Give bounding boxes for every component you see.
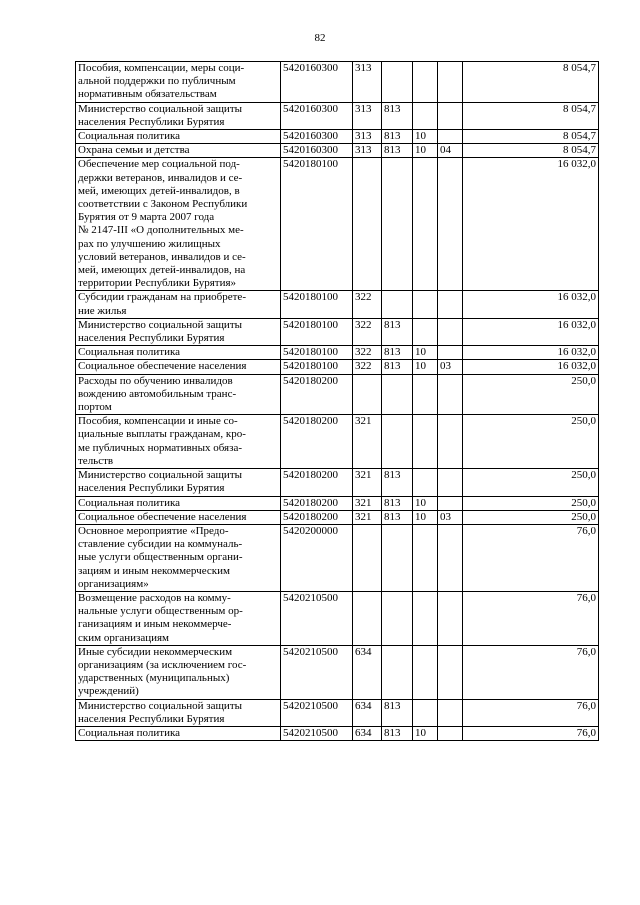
- expense-type-cell: [353, 374, 382, 415]
- ministry-code-cell: [382, 62, 413, 103]
- section-code-cell: [413, 158, 438, 291]
- expense-type-cell: 634: [353, 645, 382, 699]
- section-code-cell: [413, 591, 438, 645]
- target-code-cell: 5420210500: [281, 699, 353, 726]
- table-row: [76, 102, 599, 129]
- table-row: [76, 699, 599, 726]
- amount-cell: 16 032,0: [463, 158, 599, 291]
- table-row: [76, 291, 599, 318]
- ministry-code-cell: [382, 591, 413, 645]
- row-name-cell: Социальная политика: [76, 726, 281, 740]
- amount-cell: 76,0: [463, 524, 599, 591]
- section-code-cell: [413, 699, 438, 726]
- section-code-cell: 10: [413, 360, 438, 374]
- target-code-cell: 5420180200: [281, 374, 353, 415]
- expense-type-cell: 321: [353, 469, 382, 496]
- subsection-code-cell: 03: [438, 360, 463, 374]
- target-code-cell: 5420180100: [281, 346, 353, 360]
- table-row: [76, 591, 599, 645]
- section-code-cell: [413, 318, 438, 345]
- amount-cell: 250,0: [463, 415, 599, 469]
- subsection-code-cell: [438, 469, 463, 496]
- target-code-cell: 5420160300: [281, 62, 353, 103]
- expense-type-cell: [353, 158, 382, 291]
- subsection-code-cell: [438, 62, 463, 103]
- ministry-code-cell: 813: [382, 726, 413, 740]
- target-code-cell: 5420160300: [281, 130, 353, 144]
- subsection-code-cell: [438, 726, 463, 740]
- row-name-cell: Социальная политика: [76, 346, 281, 360]
- ministry-code-cell: [382, 524, 413, 591]
- ministry-code-cell: [382, 291, 413, 318]
- budget-table: [75, 61, 599, 741]
- section-code-cell: [413, 524, 438, 591]
- row-name-cell: Иные субсидии некоммерческим организациям (за исключением гос- ударственных (муниципальных) учреждений): [76, 645, 281, 699]
- ministry-code-cell: 813: [382, 102, 413, 129]
- table-row: [76, 415, 599, 469]
- amount-cell: 16 032,0: [463, 360, 599, 374]
- expense-type-cell: 313: [353, 102, 382, 129]
- amount-cell: 76,0: [463, 726, 599, 740]
- ministry-code-cell: 813: [382, 144, 413, 158]
- row-name-cell: Министерство социальной защиты населения Республики Бурятия: [76, 102, 281, 129]
- ministry-code-cell: 813: [382, 699, 413, 726]
- target-code-cell: 5420200000: [281, 524, 353, 591]
- amount-cell: 16 032,0: [463, 291, 599, 318]
- subsection-code-cell: [438, 645, 463, 699]
- target-code-cell: 5420160300: [281, 102, 353, 129]
- budget-table-body: [76, 62, 599, 741]
- amount-cell: 250,0: [463, 496, 599, 510]
- table-row: [76, 496, 599, 510]
- row-name-cell: Обеспечение мер социальной под- держки ветеранов, инвалидов и се- мей, имеющих детей-инвалидов, в соответствии с Законом Республики Бурятия от 9 марта 2007 года № 2147-III «О дополнительных ме- рах по улучшению жилищных условий ветеранов, инвалидов и се- мей, имеющих детей-инвалидов, на территории Республики Бурятия»: [76, 158, 281, 291]
- amount-cell: 8 054,7: [463, 130, 599, 144]
- amount-cell: 250,0: [463, 469, 599, 496]
- ministry-code-cell: [382, 415, 413, 469]
- expense-type-cell: 313: [353, 62, 382, 103]
- section-code-cell: [413, 62, 438, 103]
- section-code-cell: 10: [413, 496, 438, 510]
- expense-type-cell: [353, 524, 382, 591]
- row-name-cell: Охрана семьи и детства: [76, 144, 281, 158]
- table-row: [76, 726, 599, 740]
- section-code-cell: 10: [413, 346, 438, 360]
- subsection-code-cell: [438, 346, 463, 360]
- target-code-cell: 5420210500: [281, 645, 353, 699]
- table-row: [76, 645, 599, 699]
- expense-type-cell: 313: [353, 144, 382, 158]
- section-code-cell: [413, 415, 438, 469]
- row-name-cell: Пособия, компенсации и иные со- циальные выплаты гражданам, кро- ме публичных нормативных обяза- тельств: [76, 415, 281, 469]
- amount-cell: 8 054,7: [463, 144, 599, 158]
- subsection-code-cell: [438, 415, 463, 469]
- target-code-cell: 5420180200: [281, 415, 353, 469]
- subsection-code-cell: [438, 130, 463, 144]
- ministry-code-cell: [382, 374, 413, 415]
- subsection-code-cell: [438, 291, 463, 318]
- table-row: [76, 360, 599, 374]
- target-code-cell: 5420180200: [281, 510, 353, 524]
- ministry-code-cell: 813: [382, 496, 413, 510]
- table-row: [76, 524, 599, 591]
- ministry-code-cell: 813: [382, 469, 413, 496]
- ministry-code-cell: 813: [382, 346, 413, 360]
- row-name-cell: Основное мероприятие «Предо- ставление субсидии на коммуналь- ные услуги общественным органи- зациям и иным некоммерческим организациям»: [76, 524, 281, 591]
- subsection-code-cell: [438, 496, 463, 510]
- table-row: [76, 374, 599, 415]
- subsection-code-cell: 03: [438, 510, 463, 524]
- row-name-cell: Возмещение расходов на комму- нальные услуги общественным ор- ганизациям и иным некоммерче- ским организациям: [76, 591, 281, 645]
- ministry-code-cell: 813: [382, 510, 413, 524]
- ministry-code-cell: 813: [382, 130, 413, 144]
- section-code-cell: 10: [413, 726, 438, 740]
- table-row: [76, 144, 599, 158]
- row-name-cell: Социальное обеспечение населения: [76, 510, 281, 524]
- amount-cell: 8 054,7: [463, 62, 599, 103]
- section-code-cell: [413, 374, 438, 415]
- target-code-cell: 5420180200: [281, 496, 353, 510]
- section-code-cell: 10: [413, 510, 438, 524]
- amount-cell: 16 032,0: [463, 346, 599, 360]
- amount-cell: 250,0: [463, 374, 599, 415]
- table-row: [76, 346, 599, 360]
- row-name-cell: Министерство социальной защиты населения Республики Бурятия: [76, 318, 281, 345]
- target-code-cell: 5420180100: [281, 158, 353, 291]
- subsection-code-cell: [438, 318, 463, 345]
- row-name-cell: Социальное обеспечение населения: [76, 360, 281, 374]
- section-code-cell: [413, 469, 438, 496]
- expense-type-cell: 322: [353, 346, 382, 360]
- expense-type-cell: [353, 591, 382, 645]
- table-row: [76, 158, 599, 291]
- row-name-cell: Социальная политика: [76, 496, 281, 510]
- amount-cell: 8 054,7: [463, 102, 599, 129]
- subsection-code-cell: [438, 591, 463, 645]
- ministry-code-cell: [382, 158, 413, 291]
- table-row: [76, 62, 599, 103]
- target-code-cell: 5420180200: [281, 469, 353, 496]
- ministry-code-cell: 813: [382, 360, 413, 374]
- table-row: [76, 510, 599, 524]
- section-code-cell: [413, 645, 438, 699]
- subsection-code-cell: [438, 524, 463, 591]
- amount-cell: 76,0: [463, 699, 599, 726]
- subsection-code-cell: 04: [438, 144, 463, 158]
- row-name-cell: Пособия, компенсации, меры соци- альной поддержки по публичным нормативным обязательствам: [76, 62, 281, 103]
- section-code-cell: [413, 291, 438, 318]
- row-name-cell: Субсидии гражданам на приобрете- ние жилья: [76, 291, 281, 318]
- amount-cell: 76,0: [463, 645, 599, 699]
- row-name-cell: Социальная политика: [76, 130, 281, 144]
- target-code-cell: 5420210500: [281, 591, 353, 645]
- expense-type-cell: 321: [353, 510, 382, 524]
- target-code-cell: 5420210500: [281, 726, 353, 740]
- expense-type-cell: 313: [353, 130, 382, 144]
- amount-cell: 76,0: [463, 591, 599, 645]
- subsection-code-cell: [438, 102, 463, 129]
- subsection-code-cell: [438, 374, 463, 415]
- expense-type-cell: 322: [353, 360, 382, 374]
- target-code-cell: 5420160300: [281, 144, 353, 158]
- row-name-cell: Расходы по обучению инвалидов вождению автомобильным транс- портом: [76, 374, 281, 415]
- table-row: [76, 130, 599, 144]
- section-code-cell: 10: [413, 130, 438, 144]
- target-code-cell: 5420180100: [281, 360, 353, 374]
- row-name-cell: Министерство социальной защиты населения Республики Бурятия: [76, 469, 281, 496]
- target-code-cell: 5420180100: [281, 318, 353, 345]
- subsection-code-cell: [438, 158, 463, 291]
- target-code-cell: 5420180100: [281, 291, 353, 318]
- expense-type-cell: 321: [353, 496, 382, 510]
- page-number: 82: [314, 32, 326, 44]
- expense-type-cell: 321: [353, 415, 382, 469]
- expense-type-cell: 634: [353, 726, 382, 740]
- expense-type-cell: 322: [353, 318, 382, 345]
- expense-type-cell: 634: [353, 699, 382, 726]
- table-row: [76, 469, 599, 496]
- table-row: [76, 318, 599, 345]
- section-code-cell: [413, 102, 438, 129]
- ministry-code-cell: 813: [382, 318, 413, 345]
- subsection-code-cell: [438, 699, 463, 726]
- amount-cell: 250,0: [463, 510, 599, 524]
- row-name-cell: Министерство социальной защиты населения Республики Бурятия: [76, 699, 281, 726]
- section-code-cell: 10: [413, 144, 438, 158]
- expense-type-cell: 322: [353, 291, 382, 318]
- amount-cell: 16 032,0: [463, 318, 599, 345]
- ministry-code-cell: [382, 645, 413, 699]
